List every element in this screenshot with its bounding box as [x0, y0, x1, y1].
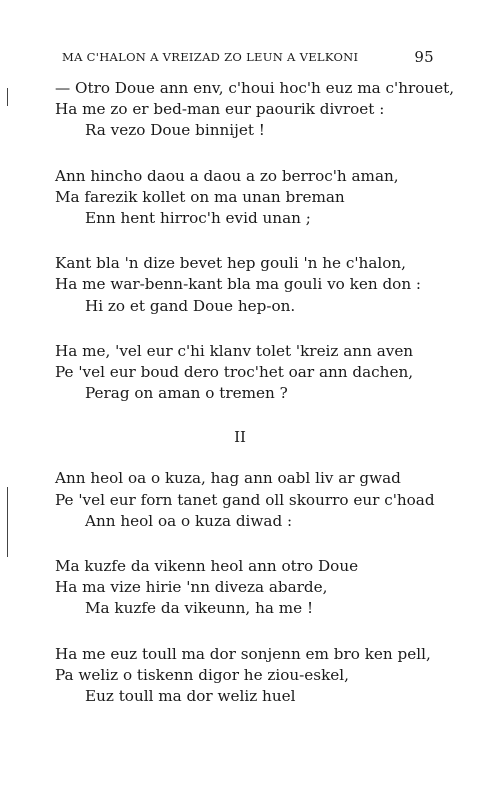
verse-line: Ann heol oa o kuza, hag ann oabl liv ar gwad: [55, 469, 401, 488]
page-number: 95: [414, 48, 434, 66]
margin-mark: [7, 487, 8, 557]
verse-line: Euz toull ma dor weliz huel: [85, 687, 296, 706]
stanza: [55, 644, 455, 708]
verse-line: Ha me zo er bed-man eur paourik divroet :: [55, 100, 385, 119]
stanza: [55, 78, 455, 142]
verse-line: Ma kuzfe da vikeunn, ha me !: [85, 599, 314, 618]
verse-line: Pe 'vel eur forn tanet gand oll skourro eur c'hoad: [55, 490, 435, 509]
verse-line: Ha me euz toull ma dor sonjenn em bro ken pell,: [55, 644, 431, 663]
verse-line: Pe 'vel eur boud dero troc'het oar ann dachen,: [55, 363, 414, 382]
verse-line: Ann heol oa o kuza diwad :: [85, 511, 293, 530]
section-heading: II: [234, 428, 246, 447]
stanza: [55, 468, 455, 532]
verse-line: Perag on aman o tremen ?: [85, 384, 288, 403]
stanza: [55, 556, 455, 620]
margin-mark: [7, 88, 8, 106]
verse-line: Ha me war-benn-kant bla ma gouli vo ken don :: [55, 275, 422, 294]
verse-line: Kant bla 'n dize bevet hep gouli 'n he c'halon,: [55, 254, 406, 273]
verse-line: Ha ma vize hirie 'nn diveza abarde,: [55, 578, 328, 597]
poem: [55, 78, 455, 731]
verse-line: Ma farezik kollet on ma unan breman: [55, 187, 345, 206]
verse-line: Ra vezo Doue binnijet !: [85, 121, 265, 140]
verse-line: Pa weliz o tiskenn digor he ziou-eskel,: [55, 665, 349, 684]
verse-line: Ha me, 'vel eur c'hi klanv tolet 'kreiz ann aven: [55, 341, 414, 360]
verse-line: Ma kuzfe da vikenn heol ann otro Doue: [55, 557, 359, 576]
running-title: MA C'HALON A VREIZAD ZO LEUN A VELKONI: [62, 50, 359, 64]
stanza: [55, 166, 455, 230]
verse-line: Hi zo et gand Doue hep-on.: [85, 296, 296, 315]
verse-line: Ann hincho daou a daou a zo berroc'h aman,: [55, 166, 399, 185]
stanza: [55, 341, 455, 405]
verse-line: Enn hent hirroc'h evid unan ;: [85, 209, 311, 228]
stanza: [55, 253, 455, 317]
verse-line: — Otro Doue ann env, c'houi hoc'h euz ma c'hrouet,: [55, 79, 455, 97]
